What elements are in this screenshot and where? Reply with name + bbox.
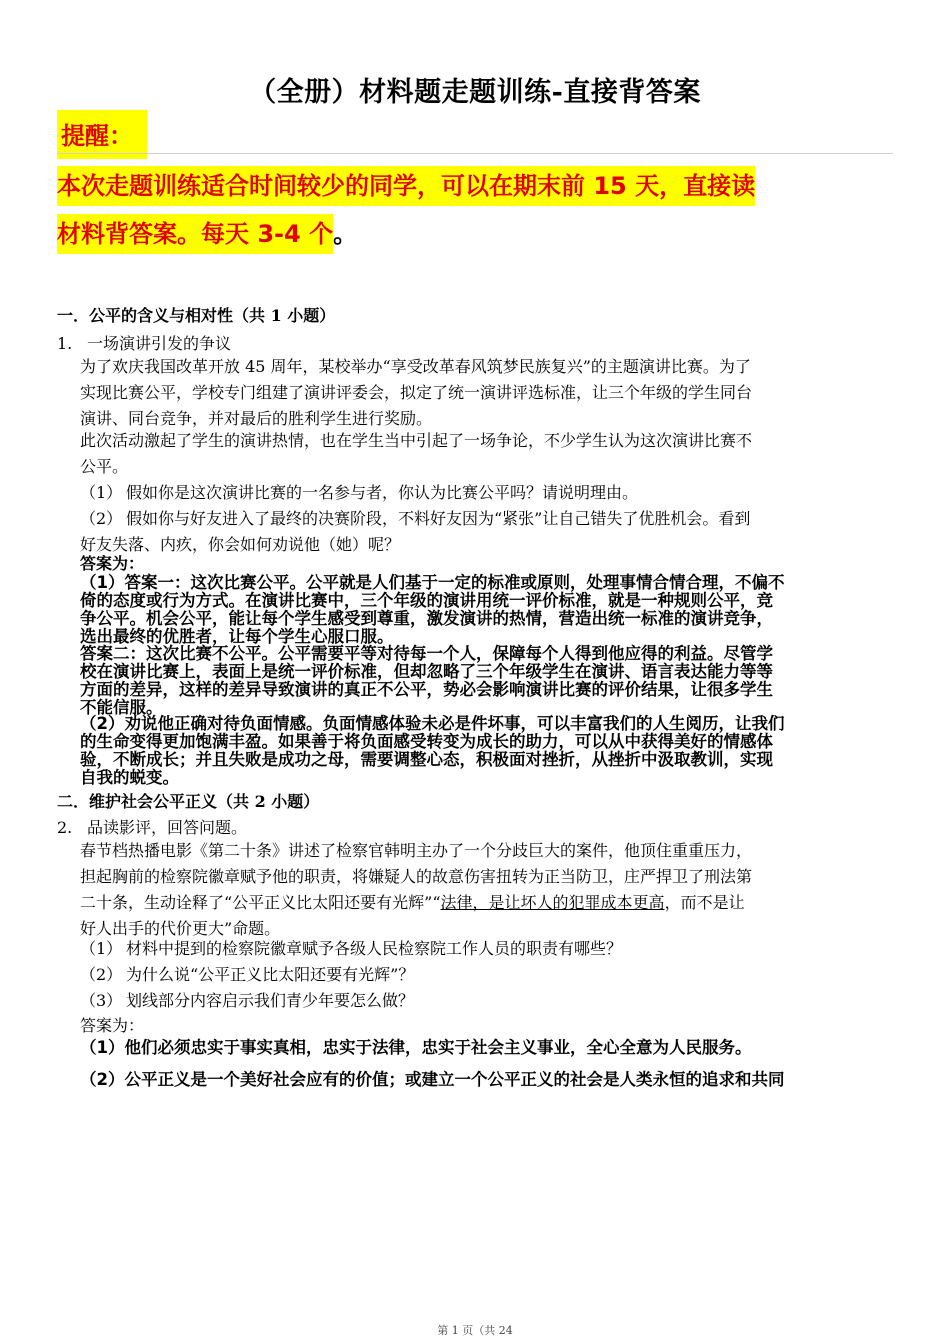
sub-number: （2） <box>80 509 123 528</box>
question-2-material <box>80 838 895 942</box>
sub-text: 假如你与好友进入了最终的决赛阶段，不料好友因为“紧张”让自己错失了优胜机会。看到 <box>126 509 751 528</box>
answer-line: 争公平。机会公平，能让每个学生感受到尊重，激发演讲的热情，营造出统一标准的演讲竞争， <box>80 609 773 628</box>
question-number: 2. <box>57 818 73 837</box>
answer-line: 自我的蜕变。 <box>80 768 179 787</box>
question-1-material-1 <box>80 354 895 432</box>
answer-2-part-2: （2）公平正义是一个美好社会应有的价值；或建立一个公平正义的社会是人类永恒的追求和共同 <box>80 1070 785 1089</box>
text-line: 此次活动激起了学生的演讲热情，也在学生当中引起了一场争论，不少学生认为这次演讲比赛不 <box>80 431 753 450</box>
answer-line: 不能信服。 <box>80 698 163 717</box>
question-2-sub-3 <box>80 988 895 1014</box>
sub-text: 划线部分内容启示我们青少年要怎么做？ <box>126 991 415 1010</box>
reminder-line-2: 材料背答案。每天 3-4 个 <box>57 214 333 254</box>
text-line: 好人出手的代价更大”命题。 <box>80 919 281 938</box>
answer-line: 验，不断成长；并且失败是成功之母，需要调整心态，积极面对挫折，从挫折中汲取教训，实现 <box>80 750 773 769</box>
sub-text: 材料中提到的检察院徽章赋予各级人民检察院工作人员的职责有哪些？ <box>126 939 623 958</box>
answer-label: 答案为： <box>80 554 145 573</box>
question-number: 1. <box>57 334 73 353</box>
answer-line: 校在演讲比赛上，表面上是统一评价标准，但却忽略了三个年级学生在演讲、语言表达能力等等 <box>80 662 773 681</box>
question-1-header <box>57 331 231 354</box>
sub-number: （3） <box>80 991 123 1010</box>
question-1-sub-2 <box>80 506 895 558</box>
text-line: 为了欢庆我国改革开放 45 周年，某校举办“享受改革春风筑梦民族复兴”的主题演讲比赛。为了 <box>80 357 751 376</box>
text-segment: ，而不是让 <box>664 893 745 912</box>
question-title: 一场演讲引发的争议 <box>87 334 232 353</box>
underlined-text: 法律，是让坏人的犯罪成本更高 <box>440 893 665 912</box>
reminder-line-1: 本次走题训练适合时间较少的同学，可以在期末前 15 天，直接读 <box>57 166 755 206</box>
answer-line: （2）劝说他正确对待负面情感。负面情感体验未必是件坏事，可以丰富我们的人生阅历，让我们 <box>80 714 785 733</box>
answer-line: 倚的态度或行为方式。在演讲比赛中，三个年级的演讲用统一评价标准，就是一种规则公平，竞 <box>80 591 773 610</box>
question-2-sub-1 <box>80 936 895 962</box>
answer-line: 方面的差异，这样的差异导致演讲的真正不公平，势必会影响演讲比赛的评价结果，让很多学生 <box>80 680 773 699</box>
page-footer: 第 1 页（共 24 <box>437 1324 513 1337</box>
answer-label: 答案为： <box>80 1016 145 1035</box>
question-2-header <box>57 815 247 838</box>
text-line: 春节档热播电影《第二十条》讲述了检察官韩明主办了一个分歧巨大的案件，他顶住重重压力， <box>80 841 753 860</box>
answer-line: 答案二：这次比赛不公平。公平需要平等对待每一个人，保障每个人得到他应得的利益。尽管学 <box>80 644 773 663</box>
answer-1-option-1 <box>80 574 898 646</box>
answer-2-part-1: （1）他们必须忠实于事实真相，忠实于法律，忠实于社会主义事业，全心全意为人民服务。 <box>80 1038 752 1057</box>
question-title: 品读影评，回答问题。 <box>87 818 248 837</box>
answer-line: 的生命变得更加饱满丰盈。如果善于将负面感受转变为成长的助力，可以从中获得美好的情感体 <box>80 732 773 751</box>
question-1-material-2 <box>80 428 895 480</box>
answer-1-option-2 <box>80 645 898 717</box>
question-1-sub-1 <box>80 480 895 506</box>
reminder-line-2-tail: 。 <box>333 220 358 248</box>
sub-text: 假如你是这次演讲比赛的一名参与者，你认为比赛公平吗？请说明理由。 <box>126 483 639 502</box>
sub-number: （2） <box>80 965 123 984</box>
page-title: （全册）材料题走题训练-直接背答案 <box>249 77 701 108</box>
sub-text: 好友失落、内疚，你会如何劝说他（她）呢？ <box>80 535 401 554</box>
answer-line: 选出最终的优胜者，让每个学生心服口服。 <box>80 627 394 646</box>
divider <box>57 153 893 154</box>
question-2-sub-2 <box>80 962 895 988</box>
text-segment: 二十条，生动诠释了“公平正义比太阳还要有光辉”“ <box>80 893 441 912</box>
sub-number: （1） <box>80 483 123 502</box>
reminder-label: 提醒： <box>57 110 147 159</box>
text-line: 演讲、同台竞争，并对最后的胜利学生进行奖励。 <box>80 409 433 428</box>
text-line: 实现比赛公平，学校专门组建了演讲评委会，拟定了统一演讲评选标准，让三个年级的学生同台 <box>80 383 753 402</box>
text-line <box>80 890 895 916</box>
section-heading-1: 一．公平的含义与相对性（共 1 小题） <box>57 306 336 325</box>
sub-text: 为什么说“公平正义比太阳还要有光辉”？ <box>126 965 415 984</box>
section-heading-2: 二．维护社会公平正义（共 2 小题） <box>57 792 320 811</box>
text-line: 担起胸前的检察院徽章赋予他的职责，将嫌疑人的故意伤害扭转为正当防卫，庄严捍卫了刑法第 <box>80 867 753 886</box>
sub-number: （1） <box>80 939 123 958</box>
answer-1-part-2 <box>80 715 898 787</box>
text-line: 公平。 <box>80 457 129 476</box>
answer-line: （1）答案一：这次比赛公平。公平就是人们基于一定的标准或原则，处理事情合情合理，不偏不 <box>80 573 785 592</box>
reminder-text <box>57 162 897 258</box>
